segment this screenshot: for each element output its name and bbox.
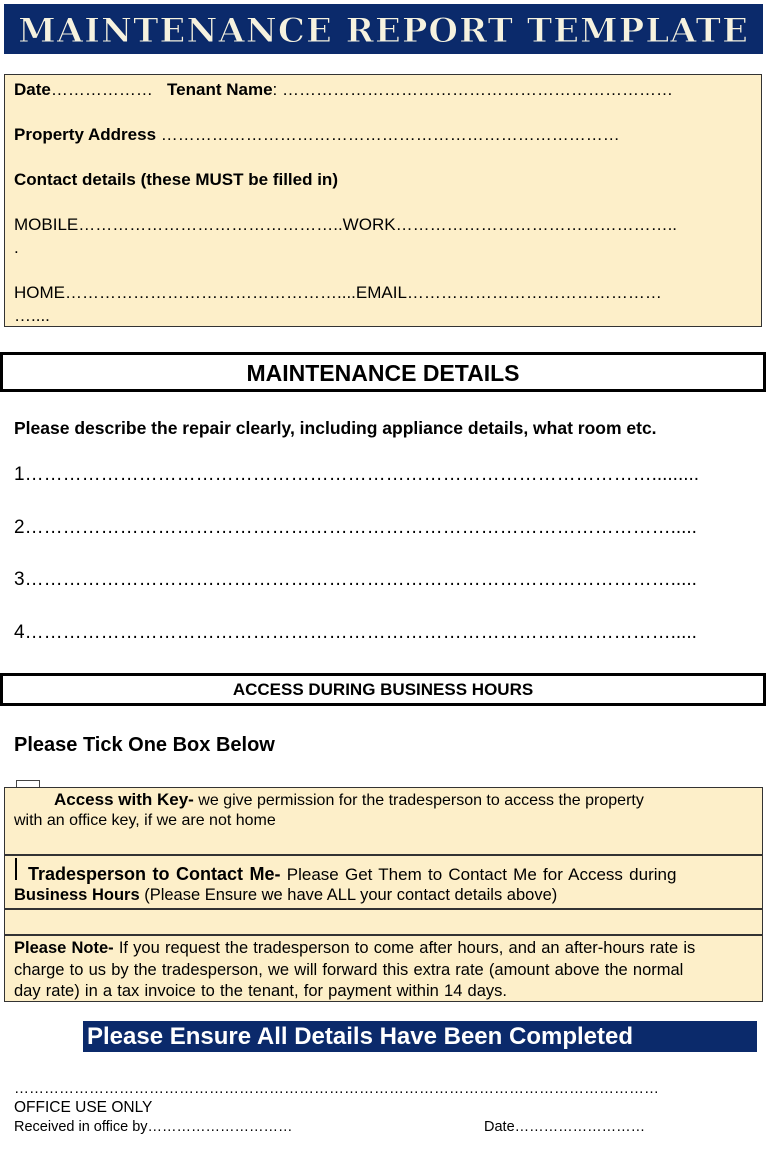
access-heading: ACCESS DURING BUSINESS HOURS — [0, 673, 766, 706]
access-key-title: Access with Key- — [54, 790, 194, 809]
contact-me-text-b: (Please Ensure we have ALL your contact details above) — [139, 886, 558, 904]
completion-banner: Please Ensure All Details Have Been Completed — [83, 1021, 757, 1052]
access-key-text-b: with an office key, if we are not home — [14, 812, 276, 829]
note-line-a — [14, 937, 695, 959]
repair-instructions: Please describe the repair clearly, including appliance details, what room etc. — [14, 418, 657, 438]
repair-line-2[interactable]: 2…………………………………………………………………………………………..... — [14, 517, 697, 538]
mobile-work-field[interactable]: MOBILE………………………………………..WORK………………………………………….. — [14, 215, 678, 234]
address-row — [14, 125, 620, 145]
home-email-wrap: ….... — [14, 306, 50, 325]
note-text-b: charge to us by the tradesperson, we will forward this extra rate (amount above the normal — [14, 961, 684, 979]
access-key-line-a — [54, 790, 644, 810]
note-title: Please Note- — [14, 939, 114, 957]
tick-heading: Please Tick One Box Below — [14, 734, 275, 756]
contact-me-text-a: Please Get Them to Contact Me for Access during — [280, 865, 677, 884]
contact-me-title: Tradesperson to Contact Me- — [28, 864, 281, 884]
home-email-field[interactable]: HOME…………………………………………....EMAIL……………………………………… — [14, 283, 662, 302]
property-address-label: Property Address — [14, 125, 157, 144]
property-address-field[interactable]: ……………………………………………………………………… — [156, 125, 620, 144]
note-text-a: If you request the tradesperson to come after hours, and an after-hours rate is — [113, 939, 696, 957]
mobile-work-wrap: . — [14, 238, 19, 257]
empty-option-bar — [4, 909, 763, 935]
date-tenant-row — [14, 80, 673, 100]
page-title: MAINTENANCE REPORT TEMPLATE — [18, 11, 749, 51]
office-date-field[interactable]: Date……………………… — [484, 1119, 646, 1135]
date-field[interactable]: ……………… — [50, 80, 153, 99]
maintenance-details-heading: MAINTENANCE DETAILS — [0, 352, 766, 392]
tenant-name-field[interactable]: : …………………………………………………………… — [272, 80, 673, 99]
tenant-name-label: Tenant Name — [167, 80, 273, 99]
contact-me-line-b — [14, 886, 557, 905]
repair-line-3[interactable]: 3…………………………………………………………………………………………..... — [14, 569, 697, 590]
repair-line-1[interactable]: 1………………………………………………………………………………………......... — [14, 464, 700, 485]
contact-details-heading: Contact details (these MUST be filled in) — [14, 170, 338, 189]
office-use-label: OFFICE USE ONLY — [14, 1099, 153, 1116]
access-key-text-a: we give permission for the tradesperson to access the property — [193, 792, 644, 809]
contact-me-checkbox[interactable] — [15, 858, 17, 880]
contact-me-line-a — [28, 864, 676, 885]
signature-line[interactable]: ………………………………………………………………………………………………………………… — [14, 1080, 659, 1097]
note-text-c: day rate) in a tax invoice to the tenant, for payment within 14 days. — [14, 982, 507, 1000]
business-hours-label: Business Hours — [14, 886, 140, 904]
received-in-office-field[interactable]: Received in office by………………………… — [14, 1119, 293, 1135]
date-label: Date — [14, 80, 51, 99]
repair-line-4[interactable]: 4…………………………………………………………………………………………..... — [14, 622, 697, 643]
